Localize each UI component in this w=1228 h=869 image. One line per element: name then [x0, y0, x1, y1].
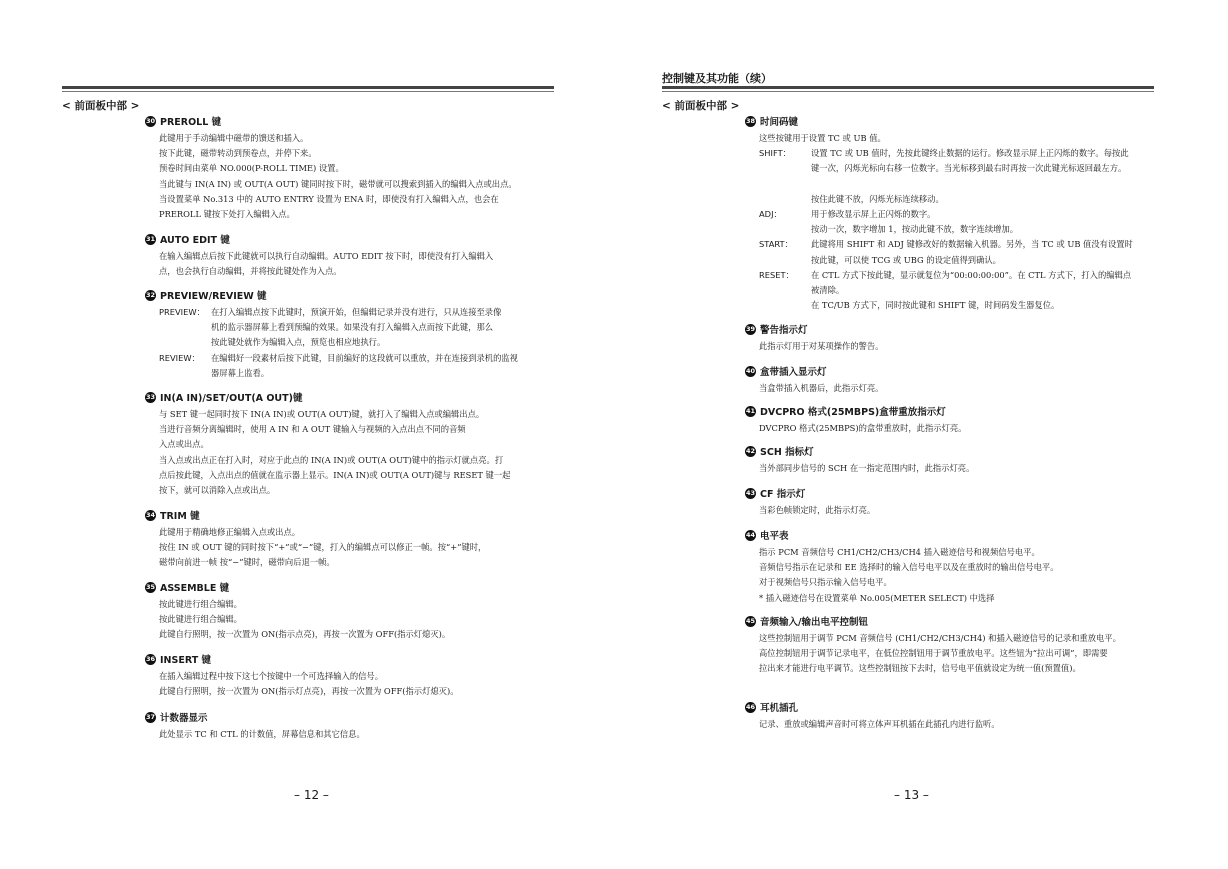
item-description-line: 当设置菜单 No.313 中的 AUTO ENTRY 设置为 ENA 时，即使没有打入编辑入点，也会在 — [159, 193, 499, 204]
item-title-text: AUTO EDIT 键 — [160, 235, 230, 246]
control-item — [145, 580, 450, 643]
control-item — [745, 114, 1133, 313]
sub-entry-line: 此键将用 SHIFT 和 ADJ 键修改好的数据输入机器。另外，当 TC 或 UB 值没有设置时 — [811, 239, 1133, 250]
item-number-badge: 37 — [145, 713, 156, 721]
item-title — [745, 322, 883, 336]
item-title-text: 电平表 — [760, 531, 789, 542]
item-description-line: 音频信号指示在记录和 EE 选择时的输入信号电平以及在重放时的输出信号电平。 — [759, 562, 1059, 573]
sub-entry — [759, 237, 1133, 267]
sub-entry-line: 设置 TC 或 UB 值时，先按此键终止数据的运行。修改显示屏上正闪烁的数字。每按此 — [811, 148, 1129, 159]
item-number-badge: 41 — [745, 407, 756, 415]
top-rule — [662, 86, 1154, 89]
item-title-text: INSERT 键 — [160, 655, 211, 666]
sub-entry — [759, 207, 1133, 237]
item-title — [745, 404, 966, 418]
sub-entry-line — [811, 177, 1129, 192]
item-number-badge: 32 — [145, 291, 156, 299]
item-number-badge: 35 — [145, 583, 156, 591]
control-item — [145, 710, 365, 742]
item-description-line: 在输入编辑点后按下此键就可以执行自动编辑。AUTO EDIT 按下时，即使没有打入编辑入 — [159, 251, 494, 261]
sub-entry — [759, 268, 1133, 314]
item-description-line: PREROLL 键按下处打入编辑入点。 — [159, 209, 295, 220]
item-number-badge: 44 — [745, 531, 756, 539]
item-description-line: 指示 PCM 音频信号 CH1/CH2/CH3/CH4 插入磁迹信号和视频信号电平。 — [759, 547, 1040, 557]
item-description-line: 此键自行照明，按一次置为 ON(指示点亮)，再按一次置为 OFF(指示灯熄灭)。 — [159, 629, 451, 640]
sub-entry-line: 按动一次，数字增加 1，按动此键不放，数字连续增加。 — [811, 224, 1019, 235]
item-number-badge: 39 — [745, 325, 756, 333]
item-description-line: 记录、重放或编辑声音时可将立体声耳机插在此插孔内进行监听。 — [759, 719, 1000, 729]
item-number-badge: 36 — [145, 655, 156, 663]
item-number-badge: 30 — [145, 117, 156, 125]
item-title — [145, 390, 510, 404]
item-title-text: PREVIEW/REVIEW 键 — [160, 291, 267, 302]
control-item — [145, 288, 518, 381]
top-rule — [62, 86, 554, 89]
sub-entry-lines — [811, 146, 1129, 207]
sub-entry — [159, 351, 518, 381]
page-number: – 13 – — [894, 788, 929, 802]
item-title — [145, 508, 486, 522]
item-description-line: 此处显示 TC 和 CTL 的计数值，屏幕信息和其它信息。 — [159, 729, 365, 739]
sub-entry-line: 按住此键不放，闪烁光标连续移动。 — [811, 193, 944, 204]
item-title-text: 时间码键 — [760, 117, 799, 128]
item-title — [745, 364, 883, 378]
item-description-line: 此键用于手动编辑中磁带的馈送和插入。 — [159, 133, 309, 143]
sub-entry-line: 在打入编辑点按下此键时，预演开始，但编辑记录并没有进行，只从连接至录像 — [211, 307, 502, 317]
item-title-text: IN(A IN)/SET/OUT(A OUT)键 — [160, 393, 303, 404]
item-number-badge: 38 — [745, 117, 756, 125]
section-label: < 前面板中部 > — [62, 100, 140, 112]
control-item — [745, 528, 1059, 606]
item-number-badge: 42 — [745, 447, 756, 455]
item-description-line: 当入点或出点正在打入时，对应于此点的 IN(A IN)或 OUT(A OUT)键中的指示灯就点亮。打 — [159, 454, 504, 465]
sub-entry-lines — [811, 207, 1018, 237]
item-title — [145, 652, 459, 666]
item-title-text: PREROLL 键 — [160, 117, 222, 128]
item-number-badge: 34 — [145, 511, 156, 519]
section-label: < 前面板中部 > — [662, 100, 740, 112]
sub-entry-label: RESET： — [759, 269, 794, 280]
item-title-text: 计数器显示 — [160, 713, 208, 724]
control-item — [745, 614, 1121, 677]
sub-entry-label: ADJ： — [759, 209, 782, 219]
item-description-line: DVCPRO 格式(25MBPS)的盒带重放时，此指示灯亮。 — [759, 423, 967, 433]
sub-entry-line: 被清除。 — [811, 285, 845, 296]
item-title-text: 盒带插入显示灯 — [760, 367, 827, 378]
item-title-text: 耳机插孔 — [760, 703, 799, 714]
item-title-text: SCH 指标灯 — [760, 447, 814, 458]
control-item — [145, 652, 459, 699]
page-number: – 12 – — [294, 788, 329, 802]
item-description-line: 按此键进行组合编辑。 — [159, 614, 242, 625]
control-item — [145, 232, 493, 279]
sub-entry-lines — [811, 237, 1133, 267]
item-description-line: 按下，就可以消除入点或出点。 — [159, 485, 276, 496]
sub-entry-label: SHIFT： — [759, 148, 791, 159]
sub-entry-label: REVIEW： — [159, 352, 200, 363]
sub-entry-line: 键一次，闪烁光标向右移一位数字。当光标移到最右时再按一次此键光标返回最左方。 — [811, 163, 1127, 174]
control-item — [745, 700, 1000, 732]
item-description-line: 高位控制钮用于调节记录电平，在低位控制钮用于调节重放电平。这些钮为“拉出可调”，即需要 — [759, 648, 1108, 659]
sub-entry-line: 在 CTL 方式下按此键，显示就复位为“00:00:00:00”。在 CTL 方式下，打入的编辑点 — [811, 269, 1132, 280]
item-description-line: 拉出来才能进行电平调节。这些控制钮按下去时，信号电平值就设定为统一值(预置值)。 — [759, 663, 1081, 674]
item-title — [145, 114, 517, 128]
page-header: 控制键及其功能（续） — [662, 72, 772, 85]
sub-entry-line: 按此键，可以使 TCG 或 UBG 的设定值得到确认。 — [811, 254, 1001, 265]
sub-entry-line: 按此键处就作为编辑入点，预览也相应地执行。 — [211, 337, 386, 348]
control-item — [745, 444, 974, 476]
item-description-line: 磁带向前进一帧 按“−”键时，磁带向后退一帧。 — [159, 557, 335, 568]
item-number-badge: 46 — [745, 703, 756, 711]
item-description-line: 当此键与 IN(A IN) 或 OUT(A OUT) 键同时按下时，磁带就可以搜索到插入的编辑入点或出点。 — [159, 178, 517, 189]
item-title — [745, 444, 974, 458]
item-title — [145, 710, 365, 724]
item-title-text: 音频输入/输出电平控制钮 — [760, 617, 868, 628]
sub-entry-line: 用于修改显示屏上正闪烁的数字。 — [811, 209, 936, 219]
sub-entry — [159, 305, 518, 351]
item-description-line: 当彩色帧锁定时，此指示灯亮。 — [759, 505, 876, 515]
item-title — [745, 486, 875, 500]
item-title-text: CF 指示灯 — [760, 489, 806, 500]
item-title — [145, 288, 518, 302]
sub-entry-lines — [211, 305, 501, 351]
item-description-line: 与 SET 键一起同时按下 IN(A IN)或 OUT(A OUT)键，就打入了编辑入点或编辑出点。 — [159, 409, 485, 419]
item-title — [145, 580, 450, 594]
control-item — [145, 508, 486, 571]
sub-entry — [759, 146, 1133, 207]
item-title — [745, 700, 1000, 714]
item-title — [745, 614, 1121, 628]
item-title-text: DVCPRO 格式(25MBPS)盒带重放指示灯 — [760, 407, 946, 418]
control-item — [745, 486, 875, 518]
item-description-line: 这些控制钮用于调节 PCM 音频信号 (CH1/CH2/CH3/CH4) 和插入磁迹信号的记录和重放电平。 — [759, 633, 1121, 643]
item-number-badge: 31 — [145, 235, 156, 243]
control-item — [145, 114, 517, 222]
item-description-line: 这些按键用于设置 TC 或 UB 值。 — [759, 133, 886, 143]
item-title-text: TRIM 键 — [160, 511, 200, 522]
item-description-line: 按住 IN 或 OUT 键的同时按下“+”或“−”键，打入的编辑点可以修正一帧。按“+”键时， — [159, 542, 487, 553]
control-item — [745, 322, 883, 354]
sub-entry-line: 在 TC/UB 方式下，同时按此键和 SHIFT 键，时间码发生器复位。 — [811, 300, 1060, 311]
item-description-line: 入点或出点。 — [159, 439, 209, 450]
sub-entry-label: START： — [759, 239, 793, 250]
item-description-line: 当外部同步信号的 SCH 在一指定范围内时，此指示灯亮。 — [759, 463, 975, 473]
item-title-text: 警告指示灯 — [760, 325, 808, 336]
item-description-line: * 插入磁迹信号在设置菜单 No.005(METER SELECT) 中选择 — [759, 592, 995, 603]
item-number-badge: 43 — [745, 489, 756, 497]
item-description-line: 当进行音频分离编辑时，使用 A IN 和 A OUT 键输入与视频的入点出点不同的音频 — [159, 424, 466, 435]
item-description-line: 对于视频信号只指示输入信号电平。 — [759, 577, 892, 588]
item-description-line: 此指示灯用于对某项操作的警告。 — [759, 341, 884, 351]
sub-entry-lines — [811, 268, 1131, 314]
item-number-badge: 33 — [145, 393, 156, 401]
item-title — [745, 528, 1059, 542]
item-description-line: 在插入编辑过程中按下这七个按键中一个可选择输入的信号。 — [159, 671, 384, 681]
item-description-line: 此键自行照明，按一次置为 ON(指示灯点亮)，再按一次置为 OFF(指示灯熄灭)。 — [159, 686, 459, 697]
control-item — [745, 404, 966, 436]
item-description-line: 按下此键，磁带转动到预卷点，并停下来。 — [159, 148, 317, 159]
item-title-text: ASSEMBLE 键 — [160, 583, 230, 594]
control-item — [745, 364, 883, 396]
item-description-line: 按此键进行组合编辑。 — [159, 599, 242, 609]
sub-entry-line: 器屏幕上监看。 — [211, 367, 270, 378]
item-title — [745, 114, 1133, 128]
item-description-line: 点后按此键，入点出点的值就在监示器上显示。IN(A IN)或 OUT(A OUT)键与 RESET 键一起 — [159, 469, 511, 480]
item-title — [145, 232, 493, 246]
sub-entry-line: 机的监示器屏幕上看到预编的效果。如果没有打入编辑入点而按下此键，那么 — [211, 322, 494, 333]
item-description-line: 此键用于精确地修正编辑入点或出点。 — [159, 527, 301, 537]
item-description-line: 当盒带插入机器后，此指示灯亮。 — [759, 383, 884, 393]
sub-entry-label: PREVIEW： — [159, 307, 205, 317]
sub-entry-line: 在编辑好一段素材后按下此键，目前编好的这段就可以重放，并在连接到录机的监视 — [211, 352, 518, 363]
item-description-line: 点，也会执行自动编辑，并将按此键处作为入点。 — [159, 266, 342, 277]
item-number-badge: 45 — [745, 617, 756, 625]
control-item — [145, 390, 510, 498]
item-description-line: 预卷时间由菜单 NO.000(P-ROLL TIME) 设置。 — [159, 163, 344, 174]
sub-entry-lines — [211, 351, 518, 381]
item-number-badge: 40 — [745, 367, 756, 375]
